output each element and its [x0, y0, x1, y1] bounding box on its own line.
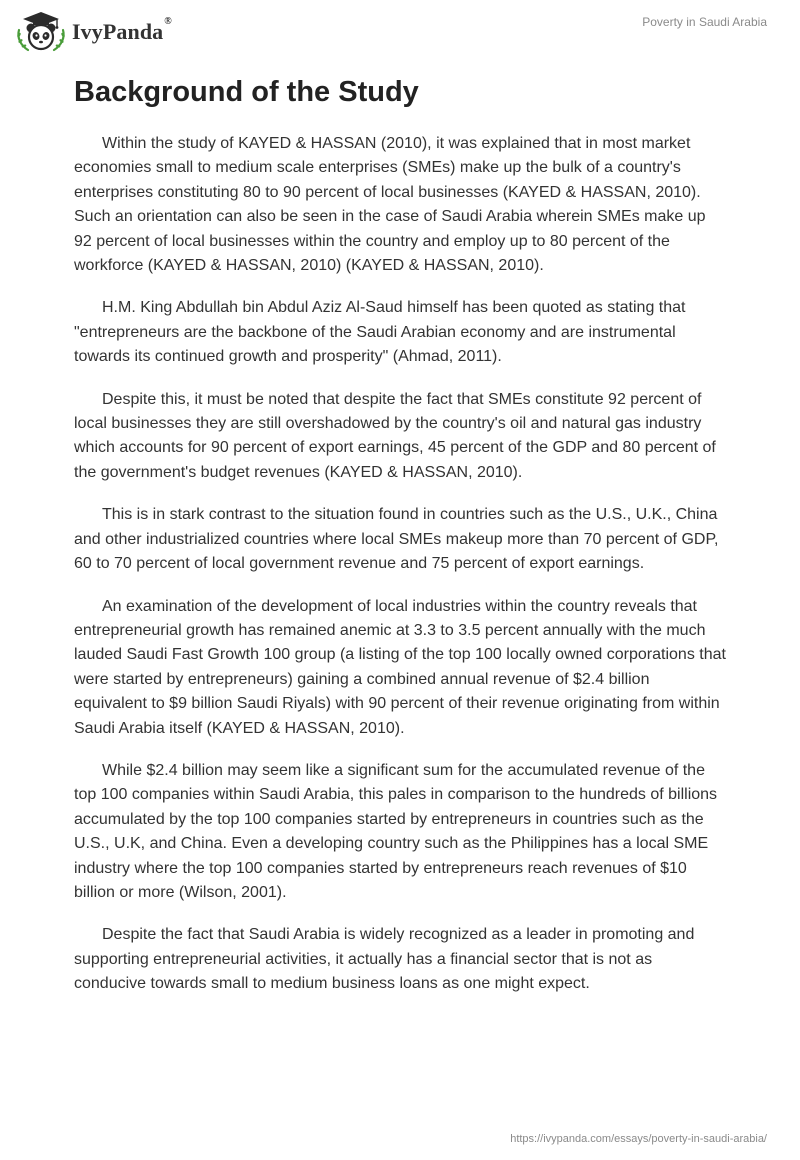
article [74, 72, 726, 1015]
paragraph: H.M. King Abdullah bin Abdul Aziz Al-Saud himself has been quoted as stating that "entrepreneurs are the backbone of the Saudi Arabian economy and are instrumental towards its continued growth and prosperity" (Ahmad, 2011). [74, 299, 686, 366]
paragraph: Despite the fact that Saudi Arabia is widely recognized as a leader in promoting and supporting entrepreneurial activities, it actually has a financial sector that is not as conducive towards small to medium business loans as one might expect. [74, 926, 695, 993]
logo-wordmark [72, 16, 172, 45]
article-body [74, 132, 726, 997]
running-title: Poverty in Saudi Arabia [642, 15, 767, 29]
registered-mark: ® [164, 16, 172, 27]
paragraph: While $2.4 billion may seem like a significant sum for the accumulated revenue of the top 100 companies within Saudi Arabia, this pales in comparison to the hundreds of billions accumulated by the top 100 companies started by entrepreneurs in countries such as the U.S., U.K, and China. Even a developing country such as the Philippines has a local SME industry where the top 100 companies started by entrepreneurs reach revenues of $10 billion or more (Wilson, 2001). [74, 761, 718, 901]
source-url[interactable]: https://ivypanda.com/essays/poverty-in-saudi-arabia/ [510, 1133, 767, 1145]
brand-name: IvyPanda [72, 19, 164, 44]
paragraph: Within the study of KAYED & HASSAN (2010), it was explained that in most market economies small to medium scale enterprises (SMEs) make up the bulk of a country's enterprises constituting 80 to 90 percent of local businesses (KAYED & HASSAN, 2010). Such an orientation can also be seen in the case of Saudi Arabia wherein SMEs make up 92 percent of local businesses within the country and employ up to 80 percent of the workforce (KAYED & HASSAN, 2010) (KAYED & HASSAN, 2010). [74, 135, 706, 275]
page-title: Background of the Study [74, 76, 419, 108]
paragraph: An examination of the development of local industries within the country reveals that entrepreneurial growth has remained anemic at 3.3 to 3.5 percent annually with the much lauded Saudi Fast Growth 100 group (a listing of the top 100 locally owned corporations that were started by entrepreneurs) gaining a combined annual revenue of $2.4 billion equivalent to $9 billion Saudi Riyals) with 90 percent of their revenue originating from within Saudi Arabia itself (KAYED & HASSAN, 2010). [74, 597, 726, 737]
panda-graduation-cap-icon [14, 8, 68, 54]
paragraph: Despite this, it must be noted that despite the fact that SMEs constitute 92 percent of local businesses they are still overshadowed by the country's oil and natural gas industry which accounts for 90 percent of export earnings, 45 percent of the GDP and 80 percent of the government's budget revenues (KAYED & HASSAN, 2010). [74, 390, 716, 481]
paragraph: This is in stark contrast to the situation found in countries such as the U.S., U.K., China and other industrialized countries where local SMEs makeup more than 70 percent of GDP, 60 to 70 percent of local government revenue and 75 percent of export earnings. [74, 506, 719, 573]
logo[interactable] [14, 8, 172, 54]
page-header [0, 0, 800, 60]
